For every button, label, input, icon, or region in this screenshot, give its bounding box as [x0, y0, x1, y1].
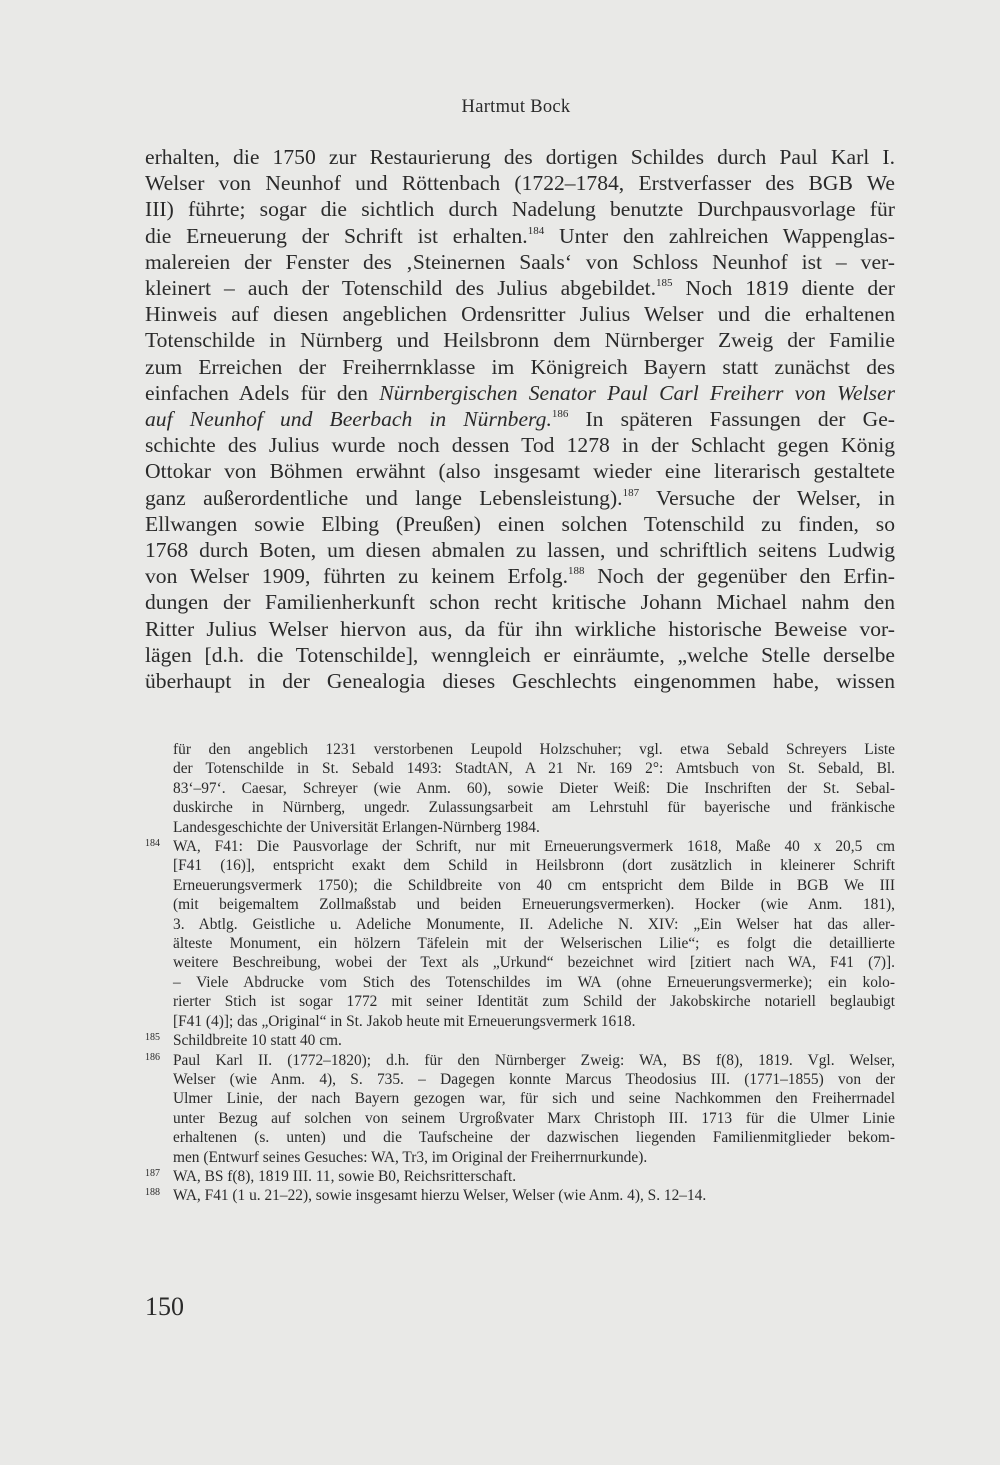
italic-title: Nürnbergischen Senator Paul Carl Freiherr von Welser: [379, 380, 895, 405]
footnote-188: 188 WA, F41 (1 u. 21–22), sowie insgesamt hierzu Welser, Welser (wie Anm. 4), S. 12–14.: [145, 1186, 895, 1205]
footnote-number: 184: [145, 838, 160, 850]
footnote-184: 184 WA, F41: Die Pausvorlage der Schrift, nur mit Erneuerungsvermerk 1618, Maße 40 x 20,5 cm [F41 (16)], entspricht exakt dem Schild in Heilsbronn (dort zusätzlich in kleinerer Schrift Erneuerungsvermerk 1750); die Schildbreite von 40 cm entspricht dem Bilde in BGB We III (mit beigemaltem Zollmaßstab und beiden Erneuerungsvermerken). Hocker (wie Anm. 181), 3. Abtlg. Geistliche u. Adeliche Monumente, II. Adeliche N. XIV: „Ein Welser hat das aller- älteste Monument, ein hölzern Täfelein mit der Welserischen Lilie“; es folgt die detaillierte weitere Beschreibung, wobei der Text als „Urkund“ bezeichnet wird [zitiert nach WA, F41 (7)]. – Viele Abdrucke vom Stich des Totenschildes im WA (ohne Erneuerungsvermerke); ein kolo- rierter Stich ist sogar 1772 mit seiner Identität zum Schild der Jakobskirche notariell beglaubigt [F41 (4)]; das „Original“ in St. Jakob heute mit Erneuerungsvermerk 1618.: [145, 837, 895, 1031]
text-line: kleinert – auch der Totenschild des Julius abgebildet.$^{185}$ Noch 1819 diente der: [145, 276, 895, 301]
text-line: die Erneuerung der Schrift ist erhalten.$^{184}$ Unter den zahlreichen Wappenglas-: [145, 223, 895, 248]
text-line: Hinweis auf diesen angeblichen Ordensritter Julius Welser und die erhaltenen: [145, 302, 895, 327]
italic-title: auf Neunhof und Beerbach in Nürnberg.: [145, 407, 552, 432]
footnote-number: 186: [145, 1051, 160, 1063]
footnote-ref-187[interactable]: 187: [622, 486, 640, 499]
text-line: erhalten, die 1750 zur Restaurierung des dortigen Schildes durch Paul Karl I.: [145, 145, 895, 169]
main-text: [145, 144, 895, 694]
page-number: 150: [145, 1292, 184, 1321]
running-header: Hartmut Bock: [461, 97, 571, 117]
footnote-187: 187 WA, BS f(8), 1819 III. 11, sowie B0, Reichsritterschaft.: [145, 1167, 895, 1186]
text-line: einfachen Adels für den Nürnbergischen Senator Paul Carl Freiherr von Welser: [145, 380, 895, 405]
text-line: auf Neunhof und Beerbach in Nürnberg.$^{186}$ In späteren Fassungen der Ge-: [145, 407, 895, 432]
footnote-continued: für den angeblich 1231 verstorbenen Leupold Holzschuher; vgl. etwa Sebald Schreyers Liste der Totenschilde in St. Sebald 1493: StadtAN, A 21 Nr. 169 2°: Amtsbuch von St. Sebald, Bl. 83‘–97‘. Caesar, Schreyer (wie Anm. 60), sowie Dieter Weiß: Die Inschriften der St. Sebal- duskirche in Nürnberg, ungedr. Zulassungsarbeit am Lehrstuhl für bayerische und fränkische Landesgeschichte der Universität Erlangen-Nürnberg 1984.: [173, 741, 895, 836]
footnote-number: 188: [145, 1187, 160, 1199]
footnote-186: 186 Paul Karl II. (1772–1820); d.h. für den Nürnberger Zweig: WA, BS f(8), 1819. Vgl. Welser, Welser (wie Anm. 4), S. 735. – Dagegen konnte Marcus Theodosius III. (1771–1855) von der Ulmer Linie, der nach Bayern gezogen war, für sich und seine Nachkommen den Freiherrnadel unter Bezug auf solchen von seinem Urgroßvater Marx Christoph III. 1713 für die Ulmer Linie erhaltenen (s. unten) und die Taufscheine der dazwischen liegenden Familienmitglieder bekom- men (Entwurf seines Gesuches: WA, Tr3, im Original der Freiherrnurkunde).: [145, 1051, 895, 1167]
footnote-number: 185: [145, 1032, 160, 1044]
footnote-ref-186[interactable]: 186: [551, 408, 569, 421]
footnote-185: 185 Schildbreite 10 statt 40 cm.: [145, 1031, 895, 1050]
text-line: 1768 durch Boten, um diesen abmalen zu lassen, und schriftlich seitens Ludwig: [145, 538, 895, 563]
text-line: III) führte; sogar die sichtlich durch Nadelung benutzte Durchpausvorlage für: [145, 197, 895, 222]
text-line: Ritter Julius Welser hiervon aus, da für ihn wirkliche historische Beweise vor-: [145, 616, 895, 641]
text-line: lägen [d.h. die Totenschilde], wenngleich er einräumte, „welche Stelle derselbe: [145, 642, 895, 667]
text-line: schichte des Julius wurde noch dessen Tod 1278 in der Schlacht gegen König: [145, 433, 895, 458]
text-line: dungen der Familienherkunft schon recht kritische Johann Michael nahm den: [145, 590, 895, 615]
footnote-ref-188[interactable]: 188: [568, 565, 585, 578]
text-line: ganz außerordentliche und lange Lebensleistung).$^{187}$ Versuche der Welser, in: [145, 485, 895, 510]
text-line: Totenschilde in Nürnberg und Heilsbronn dem Nürnberger Zweig der Familie: [145, 328, 895, 353]
footnote-ref-184[interactable]: 184: [527, 224, 545, 237]
text-line: Ottokar von Böhmen erwähnt (also insgesamt wieder eine literarisch gestaltete: [145, 459, 895, 484]
footnote-ref-185[interactable]: 185: [656, 277, 673, 290]
footnote-number: 187: [145, 1167, 160, 1179]
footnotes: [145, 740, 895, 1206]
text-line: zum Erreichen der Freiherrnklasse im Königreich Bayern statt zunächst des: [145, 354, 895, 379]
text-line: Ellwangen sowie Elbing (Preußen) einen solchen Totenschild zu finden, so: [145, 511, 895, 536]
text-line: von Welser 1909, führten zu keinem Erfolg.$^{188}$ Noch der gegenüber den Erfin-: [145, 564, 895, 589]
text-line: überhaupt in der Genealogia dieses Geschlechts eingenommen habe, wissen: [145, 669, 895, 694]
text-line: Welser von Neunhof und Röttenbach (1722–1784, Erstverfasser des BGB We: [145, 171, 895, 196]
text-line: malereien der Fenster des ‚Steinernen Saals‘ von Schloss Neunhof ist – ver-: [145, 249, 895, 274]
